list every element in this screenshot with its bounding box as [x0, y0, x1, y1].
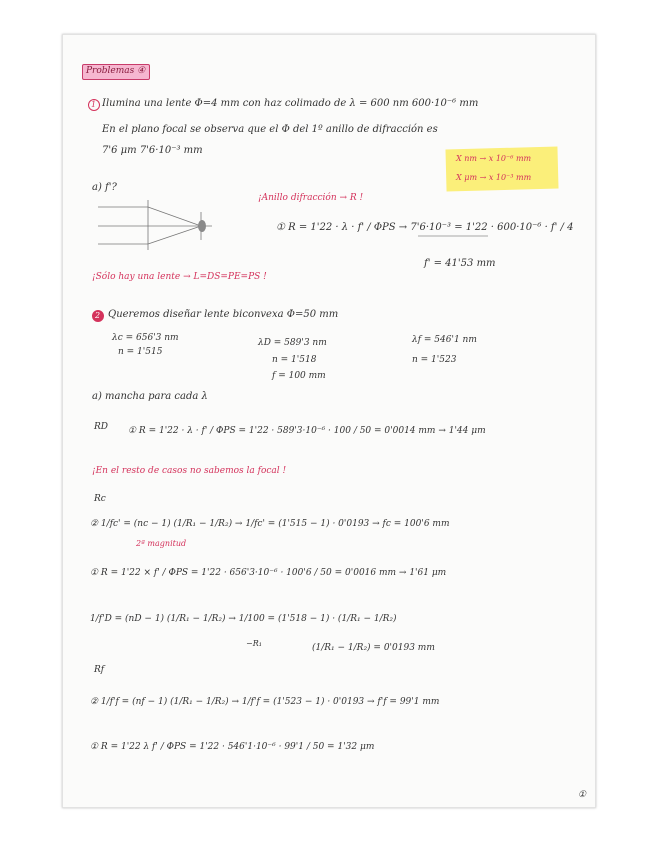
p2-lambda-c: λc = 656'3 nm: [112, 333, 179, 343]
p1-anillo-note: ¡Anillo difracción → R !: [258, 193, 364, 203]
p2-line1: Queremos diseñar lente biconvexa Φ=50 mm: [108, 309, 339, 320]
rd-label: RD: [94, 422, 108, 432]
page-number: ①: [578, 790, 587, 800]
p2-lambda-f: λf = 546'1 nm: [412, 335, 477, 345]
p1-formula: ① R = 1'22 · λ · f' / ΦPS → 7'6·10⁻³ = 1'22 · 600·10⁻⁶ · f' / 4: [276, 222, 574, 233]
rd-formula: ① R = 1'22 · λ · f' / ΦPS = 1'22 · 589'3·10⁻⁶ · 100 / 50 = 0'0014 mm → 1'44 μm: [128, 426, 486, 436]
p1-line3: 7'6 μm 7'6·10⁻³ mm: [102, 145, 203, 156]
sub-note: −R₁: [246, 639, 262, 648]
problem-2-number: 2: [95, 311, 101, 320]
sub-formula: 1/f'D = (nD − 1) (1/R₁ − 1/R₂) → 1/100 = (1'518 − 1) · (1/R₁ − 1/R₂): [90, 614, 397, 624]
rest-cases-note: ¡En el resto de casos no sabemos la focal !: [92, 466, 287, 476]
page-title: Problemas ④: [86, 66, 146, 76]
p2-focal: f = 100 mm: [272, 371, 326, 381]
rc-note: 2ª magnitud: [136, 539, 187, 548]
p2-n-c: n = 1'515: [118, 347, 163, 357]
p1-single-lens-note: ¡Sólo hay una lente → L=DS=PE=PS !: [92, 272, 267, 282]
conversion-nm: X nm → x 10⁻⁶ mm: [456, 154, 532, 163]
rc-label: Rc: [94, 494, 106, 504]
rc-radius: ① R = 1'22 × f' / ΦPS = 1'22 · 656'3·10⁻⁶ · 100'6 / 50 = 0'0016 mm → 1'61 μm: [90, 568, 447, 578]
conversion-um: X μm → x 10⁻³ mm: [456, 173, 532, 182]
p2-lambda-d: λD = 589'3 nm: [258, 338, 327, 348]
p1-line1: Ilumina una lente Φ=4 mm con haz colimado de λ = 600 nm 600·10⁻⁶ mm: [102, 98, 479, 109]
rf-formula: ② 1/f'f = (nf − 1) (1/R₁ − 1/R₂) → 1/f'f = (1'523 − 1) · 0'0193 → f'f = 99'1 mm: [90, 697, 440, 707]
p1-line2: En el plano focal se observa que el Φ del 1º anillo de difracción es: [102, 124, 438, 135]
p2-n-d: n = 1'518: [272, 355, 317, 365]
rc-formula: ② 1/fc' = (nc − 1) (1/R₁ − 1/R₂) → 1/fc' = (1'515 − 1) · 0'0193 → fc = 100'6 mm: [90, 519, 450, 529]
problem-1-number: 1: [91, 100, 97, 109]
p2-question-a: a) mancha para cada λ: [92, 391, 208, 402]
rf-radius: ① R = 1'22 λ f' / ΦPS = 1'22 · 546'1·10⁻⁶ · 99'1 / 50 = 1'32 μm: [90, 742, 375, 752]
p2-n-f: n = 1'523: [412, 355, 457, 365]
p1-result: f' = 41'53 mm: [424, 258, 496, 269]
rf-label: Rf: [94, 665, 105, 675]
p1-question-a: a) f'?: [92, 182, 117, 193]
sub-result: (1/R₁ − 1/R₂) = 0'0193 mm: [312, 643, 435, 653]
